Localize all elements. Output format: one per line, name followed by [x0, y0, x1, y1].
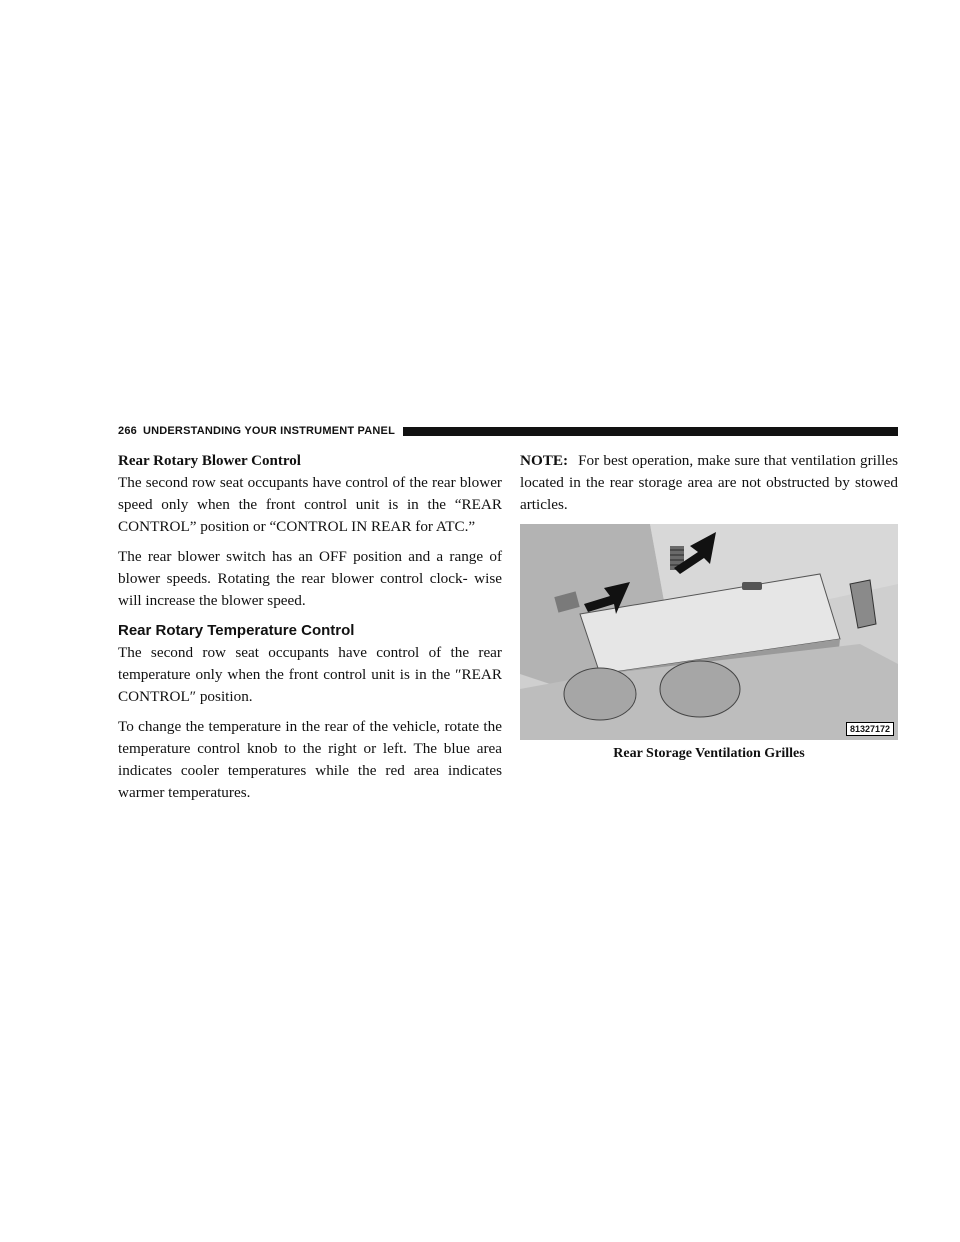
left-column [118, 450, 502, 812]
note-text: For best operation, make sure that ventilation grilles located in the rear storage area are not obstructed by stowed articles. [520, 452, 898, 513]
header-rule [403, 427, 898, 436]
paragraph: The second row seat occupants have control of the rear temperature only when the front control unit is in the ″REAR CONTROL″ position. [118, 644, 502, 705]
note-paragraph [520, 450, 898, 516]
paragraph: To change the temperature in the rear of the vehicle, rotate the temperature control knob to the right or left. The blue area indicates cooler temperatures while the red area indicates warmer temperatures. [118, 718, 502, 801]
heading-rear-rotary-blower-control: Rear Rotary Blower Control [118, 453, 301, 469]
note-label: NOTE: [520, 452, 569, 469]
figure-code-label: 81327172 [846, 722, 894, 736]
paragraph: The rear blower switch has an OFF position and a range of blower speeds. Rotating the rear blower control clock- wise will increase the blower speed. [118, 548, 502, 609]
figure-caption: Rear Storage Ventilation Grilles [613, 746, 805, 761]
paragraph: The second row seat occupants have control of the rear blower speed only when the front control unit is in the “REAR CONTROL” position or “CONTROL IN REAR for ATC.” [118, 474, 502, 535]
rear-storage-figure [520, 524, 898, 740]
heading-rear-rotary-temperature-control: Rear Rotary Temperature Control [118, 622, 355, 639]
rear-storage-illustration [520, 524, 898, 740]
right-column [520, 450, 898, 764]
page-number: 266 [118, 425, 137, 437]
page-header [118, 423, 898, 439]
header-title: UNDERSTANDING YOUR INSTRUMENT PANEL [142, 425, 396, 437]
